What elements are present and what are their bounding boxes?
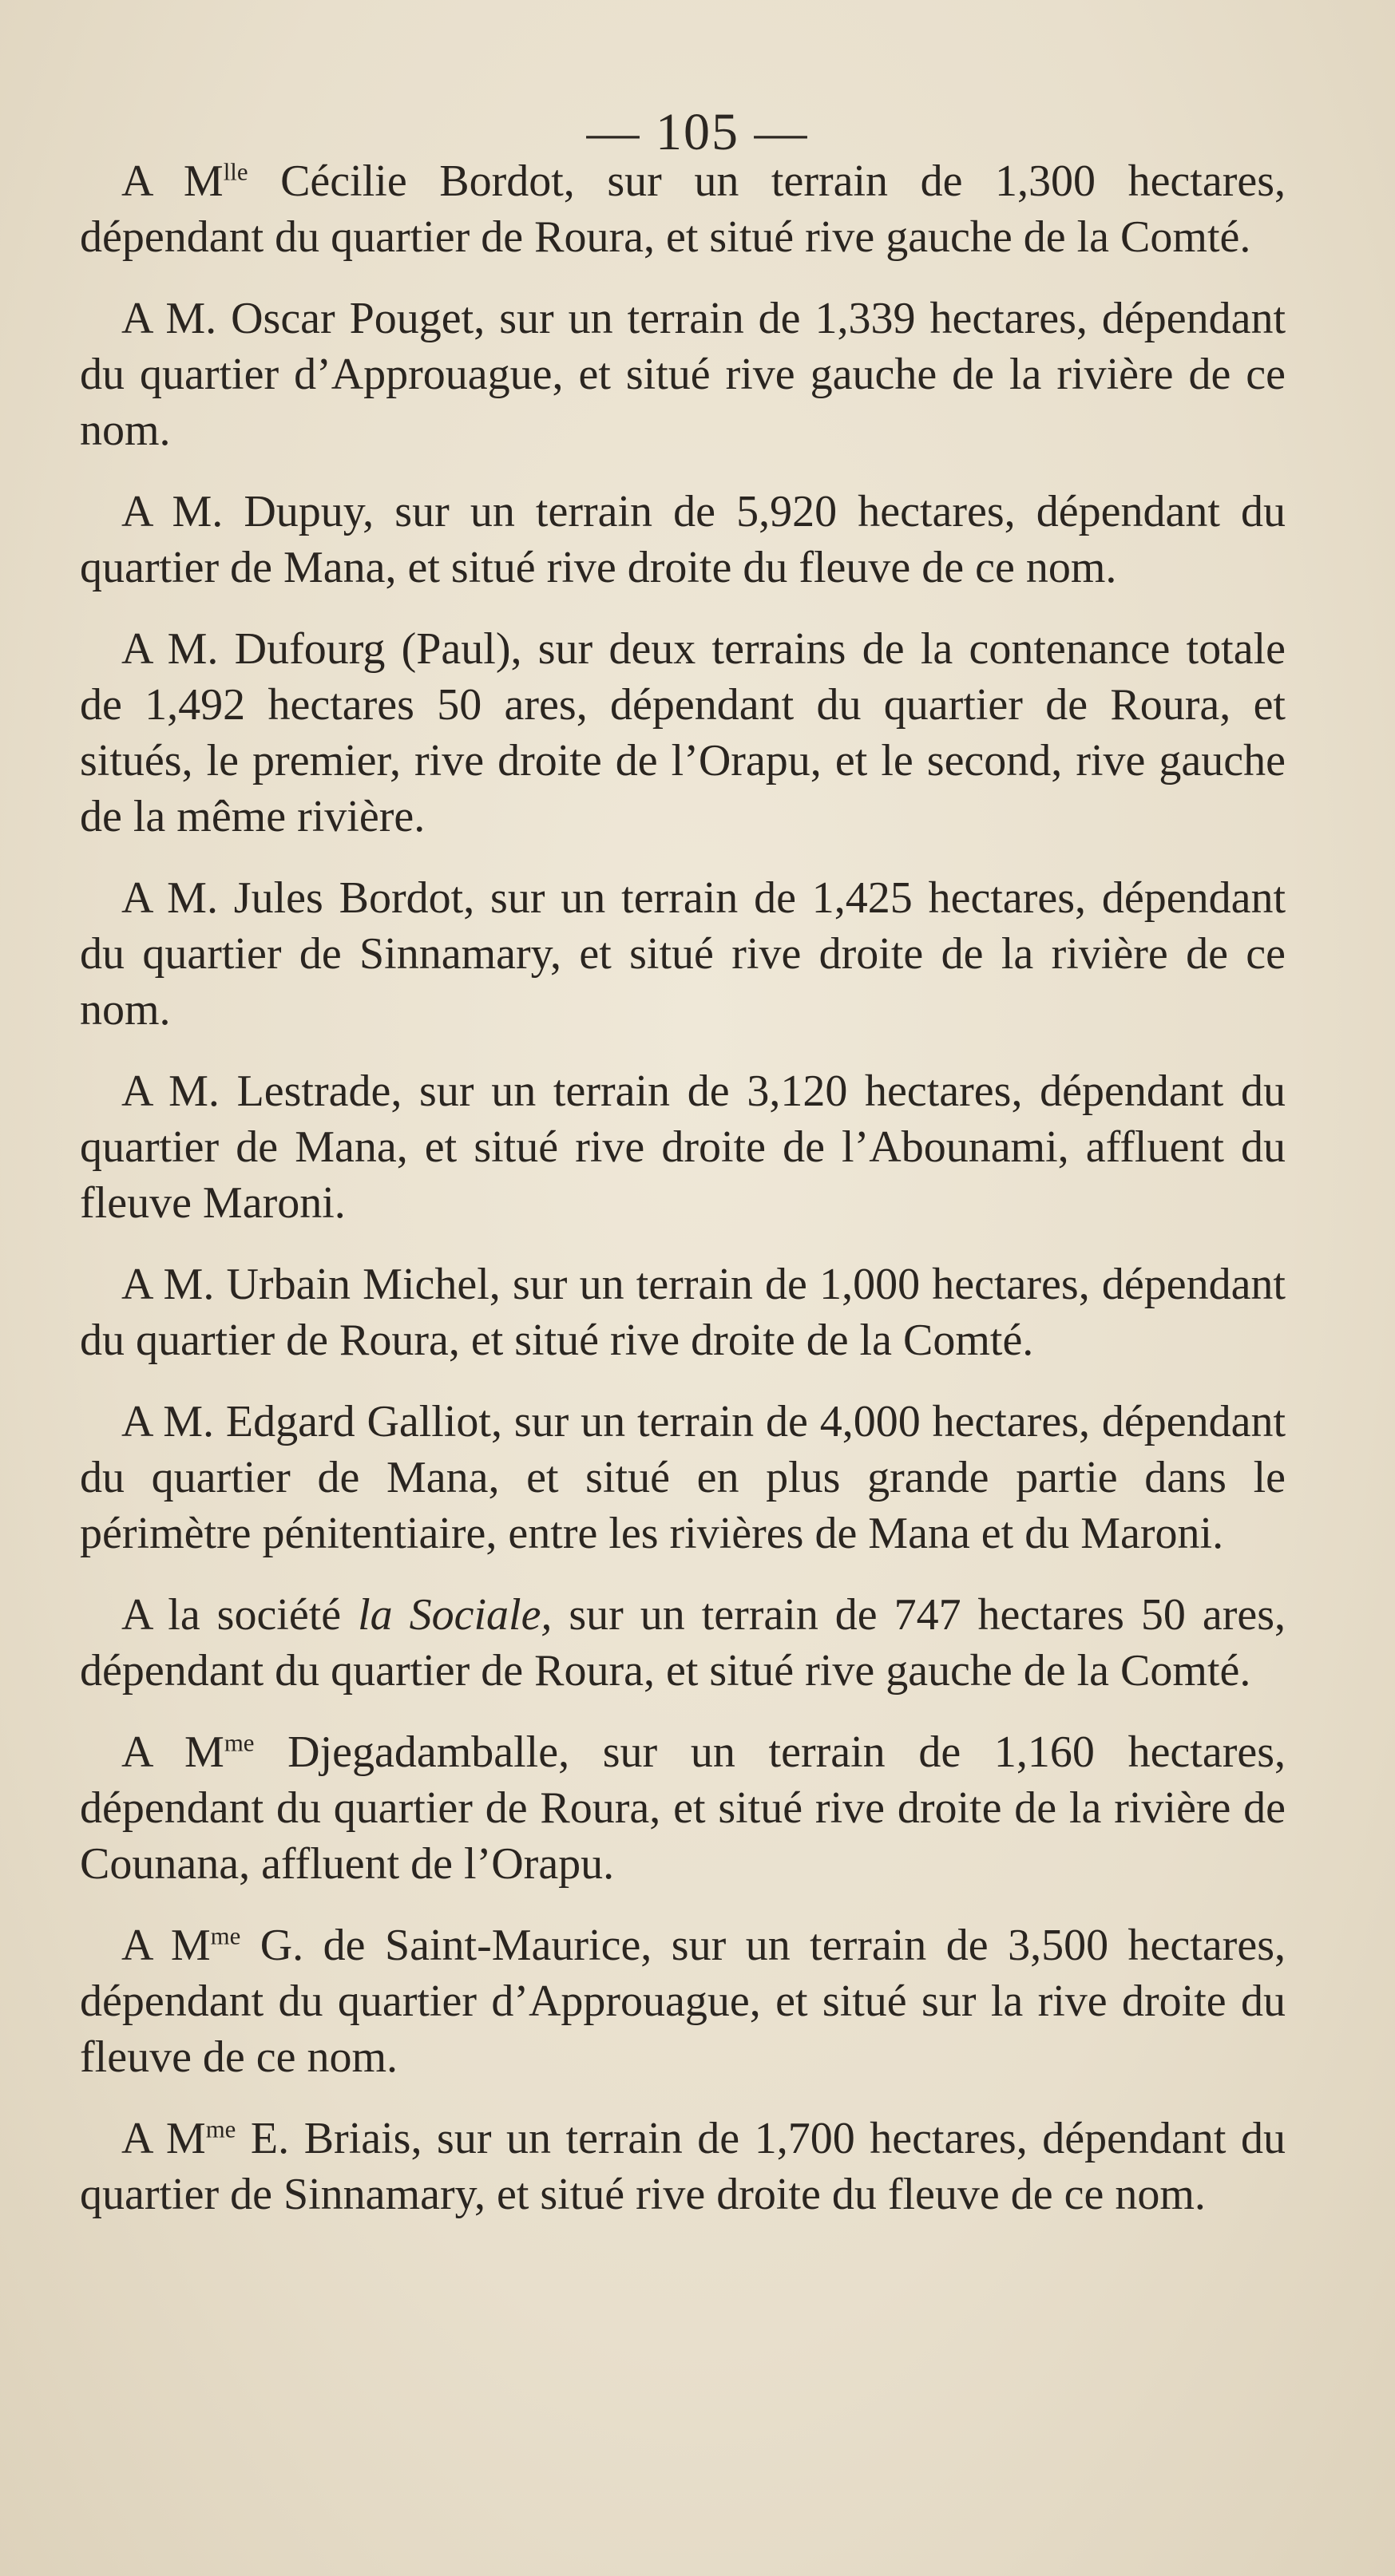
paragraph-12: A $M^{me}$ E. Briais, sur un terrain de 1,700 hectares, dépendant du quartier de Sinnamary, et situé rive droite du fleuve de ce nom. xyxy=(80,2114,1286,2219)
paragraph-1: A $M^{lle}$ Cécilie Bordot, sur un terrain de 1,300 hectares, dépendant du quartier de Roura, et situé rive gauche de la Comté. xyxy=(80,156,1286,262)
paragraph-4: A M. Dufourg (Paul), sur deux terrains de la contenance totale de 1,492 hectares 50 ares, dépendant du quartier de Roura, et situés, le premier, rive droite de l’Orapu, et le second, rive gauche de la même rivière. xyxy=(80,624,1286,841)
paragraph-6: A M. Lestrade, sur un terrain de 3,120 hectares, dépendant du quartier de Mana, et situé rive droite de l’Abounami, affluent du fleuve Maroni. xyxy=(80,1066,1286,1228)
paragraph-2: A M. Oscar Pouget, sur un terrain de 1,339 hectares, dépendant du quartier d’Approuague, et situé rive gauche de la rivière de ce nom. xyxy=(80,294,1286,455)
page-number: — 105 — xyxy=(586,103,809,161)
paragraph-9: A la société la Sociale, sur un terrain de 747 hectares 50 ares, dépendant du quartier de Roura, et situé rive gauche de la Comté. xyxy=(80,1590,1286,1696)
body-text xyxy=(80,153,1286,2248)
paragraph-11: A $M^{me}$ G. de Saint-Maurice, sur un terrain de 3,500 hectares, dépendant du quartier d’Approuague, et situé sur la rive droite du fleuve de ce nom. xyxy=(80,1921,1286,2082)
paragraph-3: A M. Dupuy, sur un terrain de 5,920 hectares, dépendant du quartier de Mana, et situé rive droite du fleuve de ce nom. xyxy=(80,487,1286,592)
paragraph-7: A M. Urbain Michel, sur un terrain de 1,000 hectares, dépendant du quartier de Roura, et situé rive droite de la Comté. xyxy=(80,1260,1286,1365)
paragraph-5: A M. Jules Bordot, sur un terrain de 1,425 hectares, dépendant du quartier de Sinnamary, et situé rive droite de la rivière de ce nom. xyxy=(80,873,1286,1035)
paragraph-10: A $M^{me}$ Djegadamballe, sur un terrain de 1,160 hectares, dépendant du quartier de Roura, et situé rive droite de la rivière de Counana, affluent de l’Orapu. xyxy=(80,1727,1286,1889)
paragraph-8: A M. Edgard Galliot, sur un terrain de 4,000 hectares, dépendant du quartier de Mana, et situé en plus grande partie dans le périmètre pénitentiaire, entre les rivières de Mana et du Maroni. xyxy=(80,1397,1286,1558)
